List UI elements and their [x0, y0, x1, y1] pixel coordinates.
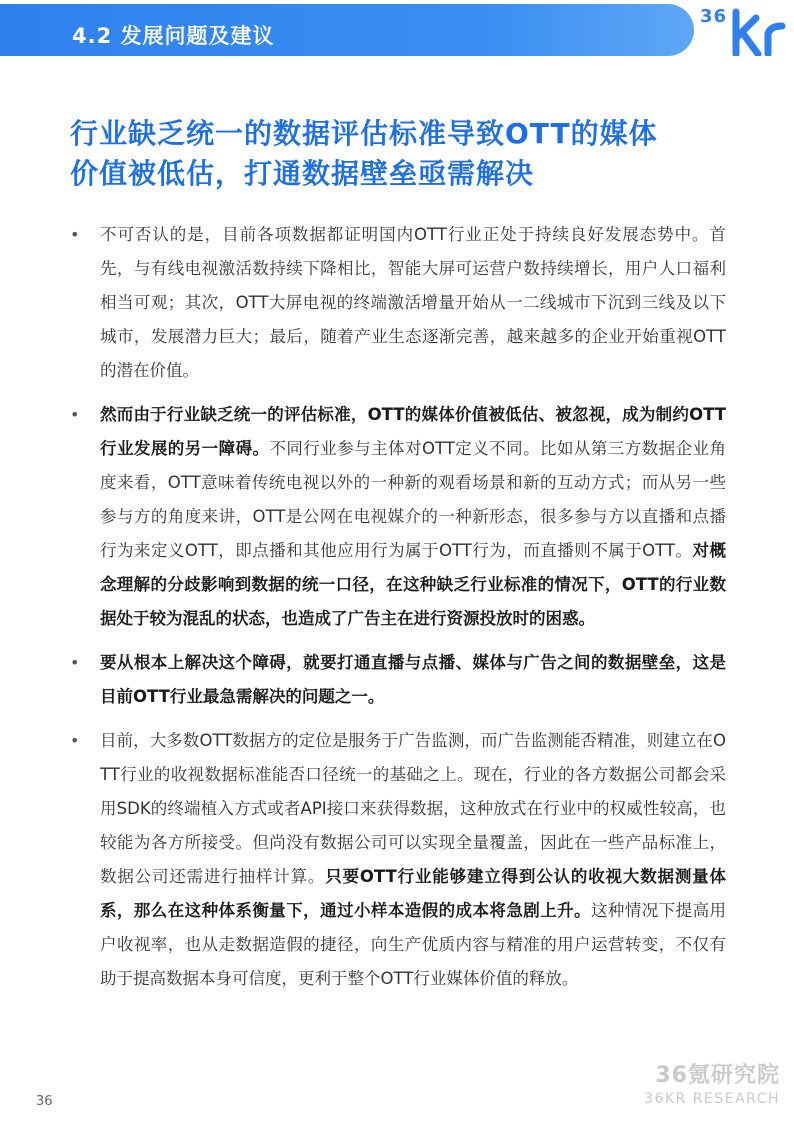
paragraph-text: 目前，大多数OTT数据方的定位是服务于广告监测，而广告监测能否精准，则建立在OTT行业的收视数据标准能否口径统一的基础之上。现在，行业的各方数据公司都会采用SDK的终端植入方式或者API接口来获得数据，这种放式在行业中的权威性较高，也较能为各方所接受。但尚没有数据公司可以实现全量覆盖，因此在一些产品标准上，数据公司还需进行抽样计算。 [100, 731, 726, 886]
paragraph-bold-text: 只要OTT行业能够建立得到公认的收视大数据测量体系，那么在这种体系衡量下，通过小样本造假的成本将急剧上升。 [100, 867, 727, 920]
paragraph-text: 不可否认的是，目前各项数据都证明国内OTT行业正处于持续良好发展态势中。首先，与有线电视激活数持续下降相比，智能大屏可运营户数持续增长，用户人口福利相当可观；其次，OTT大屏电视的终端激活增量开始从一二线城市下沉到三线及以下城市，发展潜力巨大；最后，随着产业生态逐渐完善，越来越多的企业开始重视OTT的潜在价值。 [100, 225, 726, 380]
bullet-dot: • [70, 405, 80, 424]
page-number: 36 [36, 1094, 53, 1109]
bullet-dot: • [70, 731, 80, 750]
headline-line-2: 价值被低估，打通数据壁垒亟需解决 [70, 157, 535, 190]
bullet-paragraph-3 [70, 646, 726, 714]
paragraph-text: 这种情况下提高用户收视率，也从走数据造假的捷径，向生产优质内容与精准的用户运营转变，不仅有助于提高数据本身可信度，更利于整个OTT行业媒体价值的释放。 [100, 901, 727, 988]
svg-text:36: 36 [700, 6, 728, 27]
36kr-logo [700, 0, 794, 56]
bullet-dot: • [70, 225, 80, 244]
section-header-bar [0, 4, 694, 56]
watermark [620, 1058, 780, 1107]
watermark-cn: 36氪研究院 [655, 1063, 780, 1088]
paragraph-bold-text: 对概念理解的分歧影响到数据的统一口径，在这种缺乏行业标准的情况下，OTT的行业数据处于较为混乱的状态，也造成了广告主在进行资源投放时的困惑。 [100, 541, 726, 628]
headline-line-1: 行业缺乏统一的数据评估标准导致OTT的媒体 [70, 117, 658, 150]
watermark-en: 36KR RESEARCH [644, 1091, 780, 1107]
paragraph-bold-text: 要从根本上解决这个障碍，就要打通直播与点播、媒体与广告之间的数据壁垒，这是目前OTT行业最急需解决的问题之一。 [100, 653, 726, 706]
bullet-dot: • [70, 653, 80, 672]
bullet-paragraph-2 [70, 398, 726, 636]
bullet-paragraph-1 [70, 218, 726, 388]
paragraph-text: 不同行业参与主体对OTT定义不同。比如从第三方数据企业角度来看，OTT意味着传统电视以外的一种新的观看场景和新的互动方式；而从另一些参与方的角度来讲，OTT是公网在电视媒介的一种新形态，很多参与方以直播和点播行为来定义OTT，即点播和其他应用行为属于OTT行为，而直播则不属于OTT。 [100, 439, 726, 560]
paragraph-bold-text: 然而由于行业缺乏统一的评估标准，OTT的媒体价值被低估、被忽视，成为制约OTT行业发展的另一障碍。 [100, 405, 726, 458]
bullet-paragraph-4 [70, 724, 726, 996]
page-headline [70, 114, 730, 194]
section-title: 4.2 发展问题及建议 [72, 24, 275, 48]
body-content [70, 218, 726, 1006]
